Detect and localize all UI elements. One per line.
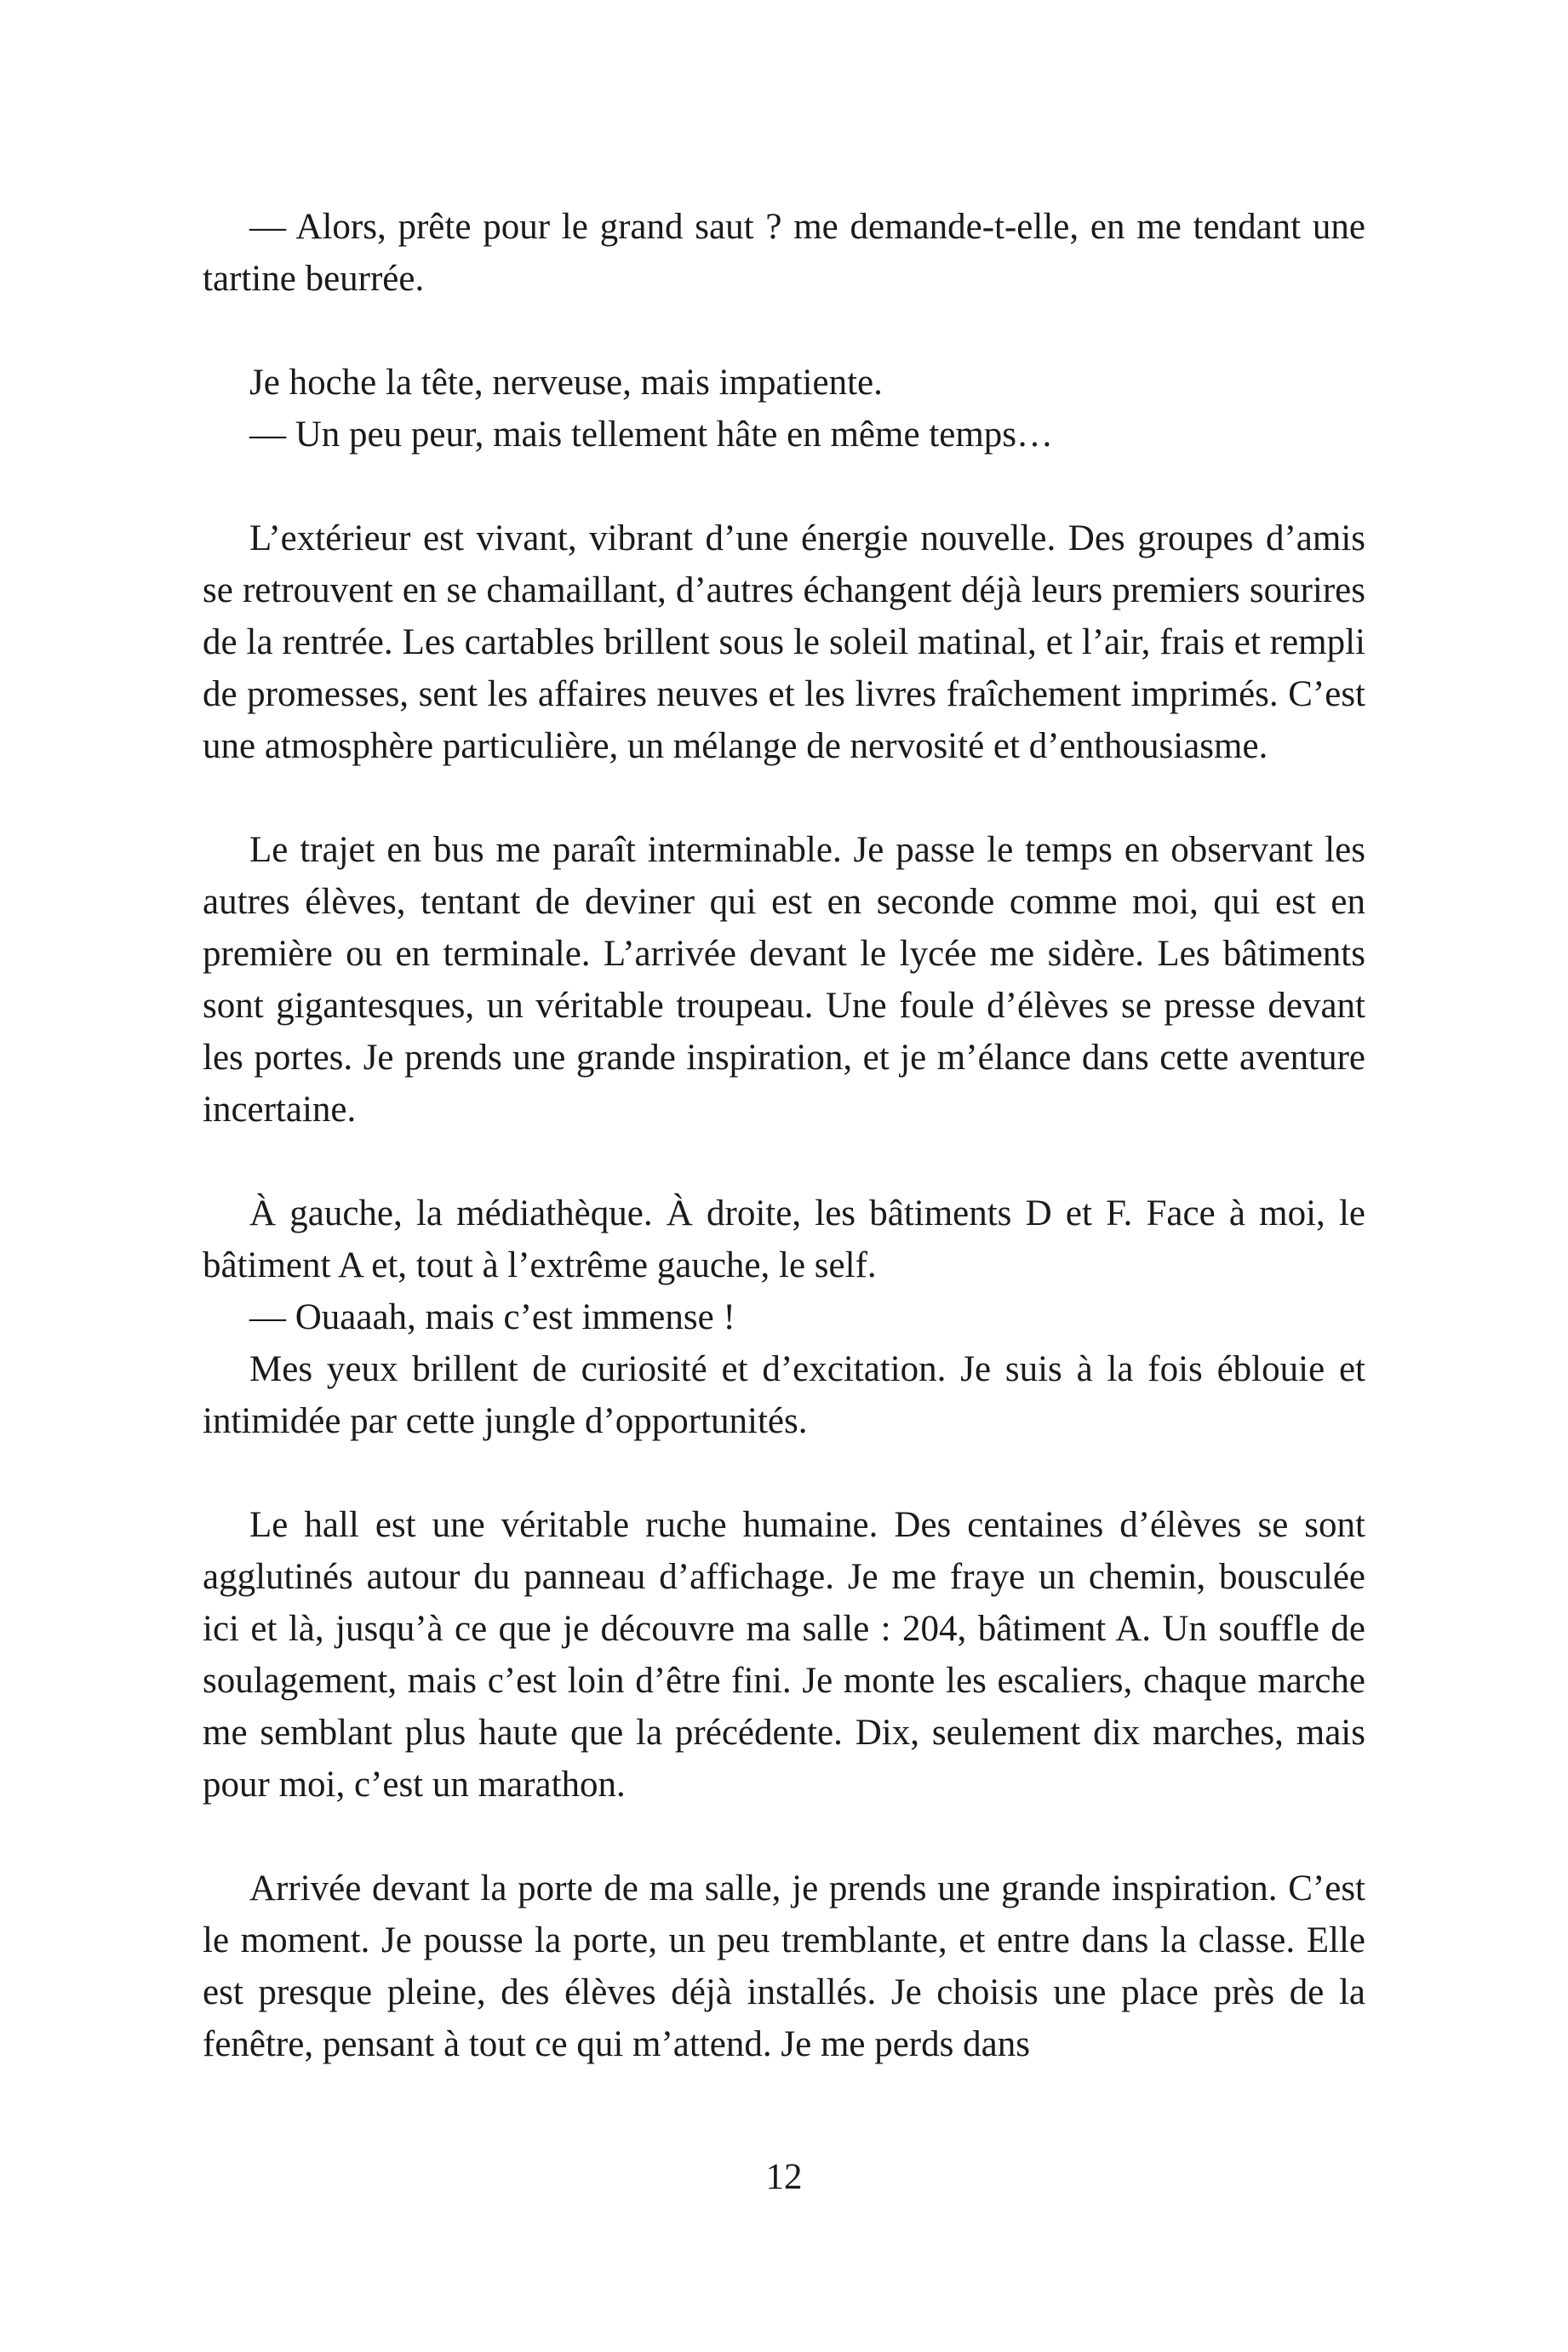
page-number: 12	[765, 2157, 803, 2197]
paragraph-line: À gauche, la médiathèque. À droite, les bâtiments D et F. Face à moi, le bâtiment A et, tout à l’extrême gauche, le self.	[203, 1193, 1365, 1285]
paragraph	[203, 1187, 1365, 1447]
paragraph-line: — Un peu peur, mais tellement hâte en même temps…	[249, 415, 1054, 455]
paragraph-line: Arrivée devant la porte de ma salle, je prends une grande inspiration. C’est le moment. Je pousse la porte, un peu tremblante, et entre dans la classe. Elle est presque pleine, des élèves déjà installés. Je choisis une place près de la fenêtre, pensant à tout ce qui m’attend. Je me perds dans	[203, 1868, 1365, 2064]
paragraph-line: Je hoche la tête, nerveuse, mais impatiente.	[249, 363, 883, 403]
paragraph-line: Le trajet en bus me paraît interminable. Je passe le temps en observant les autres élèves, tentant de deviner qui est en seconde comme moi, qui est en première ou en terminale. L’arrivée devant le lycée me sidère. Les bâtiments sont gigantesques, un véritable troupeau. Une foule d’élèves se presse devant les portes. Je prends une grande inspiration, et je m’élance dans cette aventure incertaine.	[203, 830, 1365, 1130]
paragraph	[203, 1499, 1365, 1811]
paragraph-line: — Alors, prête pour le grand saut ? me demande-t-elle, en me tendant une tartine beurrée.	[203, 207, 1365, 299]
paragraph	[203, 357, 1365, 461]
page-body	[203, 201, 1365, 2122]
paragraph-line: L’extérieur est vivant, vibrant d’une énergie nouvelle. Des groupes d’amis se retrouvent en se chamaillant, d’autres échangent déjà leurs premiers sourires de la rentrée. Les cartables brillent sous le soleil matinal, et l’air, frais et rempli de promesses, sent les affaires neuves et les livres fraîchement imprimés. C’est une atmosphère particulière, un mélange de nervosité et d’enthousiasme.	[203, 518, 1365, 766]
paragraph	[203, 512, 1365, 772]
paragraph	[203, 1863, 1365, 2070]
paragraph-line: Le hall est une véritable ruche humaine. Des centaines d’élèves se sont agglutinés autour du panneau d’affichage. Je me fraye un chemin, bousculée ici et là, jusqu’à ce que je découvre ma salle : 204, bâtiment A. Un souffle de soulagement, mais c’est loin d’être fini. Je monte les escaliers, chaque marche me semblant plus haute que la précédente. Dix, seulement dix marches, mais pour moi, c’est un marathon.	[203, 1505, 1365, 1805]
paragraph	[203, 824, 1365, 1136]
paragraph	[203, 201, 1365, 305]
paragraph-line: — Ouaaah, mais c’est immense !	[249, 1297, 735, 1337]
paragraph-line: Mes yeux brillent de curiosité et d’excitation. Je suis à la fois éblouie et intimidée par cette jungle d’opportunités.	[203, 1349, 1365, 1441]
